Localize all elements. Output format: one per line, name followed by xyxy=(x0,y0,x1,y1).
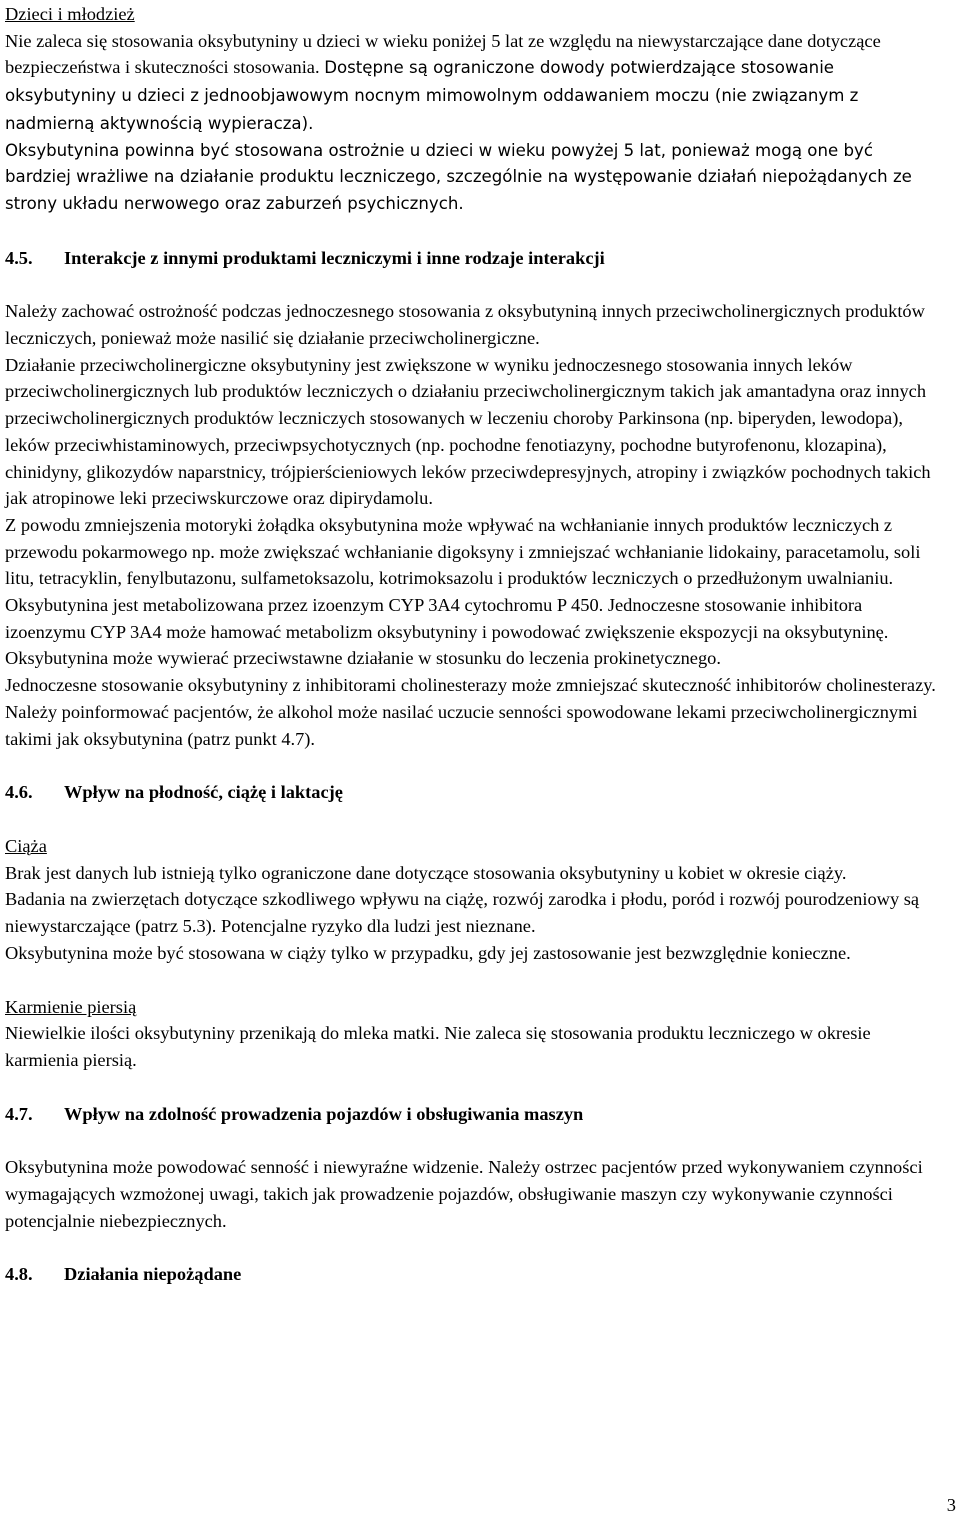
children-section-title: Dzieci i młodzież xyxy=(5,4,135,24)
section-heading xyxy=(5,779,942,806)
children-paragraph-part-2: Dostępne są ograniczone dowody potwierdzające stosowanie oksybutyniny u dzieci z jednoobjawowym nocnym mimowolnym oddawaniem moczu (nie związanym z nadmierną aktywnością wypieracza). xyxy=(5,58,859,133)
section-heading xyxy=(5,245,942,272)
children-section-paragraph: Oksybutynina powinna być stosowana ostrożnie u dzieci w wieku powyżej 5 lat, ponieważ mogą one być bardziej wrażliwe na działanie produktu leczniczego, szczególnie na występowanie działań niepożądanych ze strony układu nerwowego oraz zaburzeń psychicznych. xyxy=(5,140,912,213)
interaction-paragraph: Oksybutynina jest metabolizowana przez izoenzym CYP 3A4 cytochromu P 450. Jednoczesne stosowanie inhibitora izoenzymu CYP 3A4 może hamować metabolizm oksybutyniny i powodować zwiększenie ekspozycji na oksybutyninę. xyxy=(5,595,889,642)
section-title: Wpływ na zdolność prowadzenia pojazdów i obsługiwania maszyn xyxy=(64,1103,584,1124)
spacer xyxy=(5,752,942,779)
spacer xyxy=(5,967,942,994)
breastfeeding-paragraph: Niewielkie ilości oksybutyniny przenikają do mleka matki. Nie zaleca się stosowania produktu leczniczego w okresie karmienia piersią. xyxy=(5,1023,871,1070)
interaction-paragraph: Z powodu zmniejszenia motoryki żołądka oksybutynina może wpływać na wchłanianie innych produktów leczniczych z przewodu pokarmowego np. może zwiększać wchłanianie digoksyny i zmniejszać wchłanianie lidokainy, paracetamolu, soli litu, tetracyklin, fenylbutazonu, sulfametoksazolu, kotrimoksazolu i produktów leczniczych o przedłużonym uwalnianiu. xyxy=(5,514,921,589)
pregnancy-paragraph: Oksybutynina może być stosowana w ciąży tylko w przypadku, gdy jej zastosowanie jest bezwzględnie konieczne. xyxy=(5,942,851,963)
pregnancy-paragraph: Brak jest danych lub istnieją tylko ograniczone dane dotyczące stosowania oksybutyniny u kobiet w okresie ciąży. xyxy=(5,862,847,883)
children-section-paragraph xyxy=(5,28,942,138)
interaction-paragraph: Jednoczesne stosowanie oksybutyniny z inhibitorami cholinesterazy może zmniejszać skuteczność inhibitorów cholinesterazy. xyxy=(5,675,936,696)
section-number: 4.5. xyxy=(5,247,33,268)
section-number: 4.8. xyxy=(5,1264,33,1285)
driving-paragraph: Oksybutynina może powodować senność i niewyraźne widzenie. Należy ostrzec pacjentów przed wykonywaniem czynności wymagających wzmożonej uwagi, takich jak prowadzenie pojazdów, obsługiwanie maszyn czy wykonywanie czynności potencjalnie niebezpiecznych. xyxy=(5,1157,923,1231)
pregnancy-paragraph: Badania na zwierzętach dotyczące szkodliwego wpływu na ciążę, rozwój zarodka i płodu, poród i rozwój pourodzeniowy są niewystarczające (patrz 5.3). Potencjalne ryzyko dla ludzi jest nieznane. xyxy=(5,889,920,937)
interaction-paragraph: Działanie przeciwcholinergiczne oksybutyniny jest zwiększone w wyniku jednoczesnego stosowania innych leków przeciwcholinergicznych lub produktów leczniczych o działaniu przeciwcholinergicznym takich jak amantadyna oraz innych przeciwcholinergicznych produktów leczniczych stosowanych w leczeniu choroby Parkinsona (np. biperyden, lewodopa), leków przeciwhistaminowych, przeciwpsychotycznych (np. pochodne fenotiazyny, pochodne butyrofenonu, klozapina), chinidyny, glikozydów naparstnicy, trójpierścieniowych leków przeciwdepresyjnych, atropiny i związków pochodnych takich jak atropinowe leki przeciwskurczowe oraz dipirydamolu. xyxy=(5,354,931,509)
section-heading xyxy=(5,1261,942,1288)
section-number: 4.7. xyxy=(5,1103,33,1124)
interaction-paragraph: Należy poinformować pacjentów, że alkohol może nasilać uczucie senności spowodowane lekami przeciwcholinergicznymi takimi jak oksybutynina (patrz punkt 4.7). xyxy=(5,701,918,749)
spacer xyxy=(5,1127,942,1154)
section-title: Działania niepożądane xyxy=(64,1264,242,1285)
section-number: 4.6. xyxy=(5,782,33,803)
spacer xyxy=(5,271,942,298)
pregnancy-subtitle: Ciąża xyxy=(5,835,47,856)
interaction-paragraph: Oksybutynina może wywierać przeciwstawne działanie w stosunku do leczenia prokinetycznego. xyxy=(5,648,721,669)
section-heading xyxy=(5,1101,942,1128)
spacer xyxy=(5,218,942,245)
breastfeeding-subtitle: Karmienie piersią xyxy=(5,996,137,1017)
spacer xyxy=(5,1074,942,1101)
spacer xyxy=(5,806,942,833)
spacer xyxy=(5,1234,942,1261)
children-paragraph-part-1: Nie zaleca się stosowania oksybutyniny u dzieci w wieku poniżej 5 lat ze względu na niewystarczające dane dotyczące bezpieczeństwa i skuteczności stosowania. xyxy=(5,30,881,78)
section-title: Interakcje z innymi produktami leczniczymi i inne rodzaje interakcji xyxy=(64,247,605,268)
section-title: Wpływ na płodność, ciążę i laktację xyxy=(64,782,343,803)
page-number: 3 xyxy=(946,1495,956,1515)
interaction-paragraph: Należy zachować ostrożność podczas jednoczesnego stosowania z oksybutyniną innych przeciwcholinergicznych produktów leczniczych, ponieważ może nasilić się działanie przeciwcholinergiczne. xyxy=(5,301,925,349)
